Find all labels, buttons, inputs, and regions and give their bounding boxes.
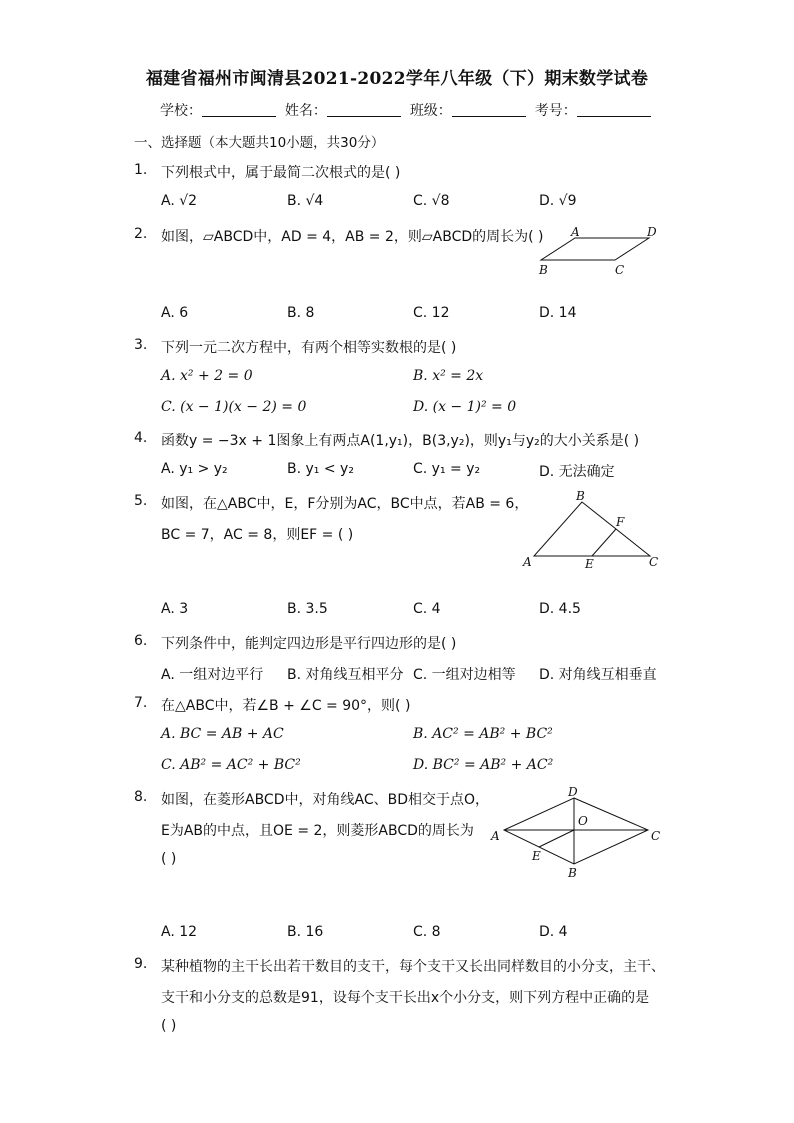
- option-d: D. (x − 1)² = 0: [413, 399, 517, 415]
- question-number: 5.: [134, 493, 148, 509]
- option-c: C. √8: [413, 193, 450, 209]
- student-info-line: [160, 100, 651, 120]
- option-d: D. BC² = AB² + AC²: [413, 757, 554, 773]
- label-a: A: [491, 829, 500, 843]
- question-number: 8.: [134, 789, 148, 805]
- triangle-figure: [520, 488, 665, 572]
- option-a: A. BC = AB + AC: [161, 726, 284, 742]
- option-b: B. 8: [287, 305, 315, 321]
- label-b: B: [576, 489, 585, 503]
- label-d: D: [568, 785, 578, 799]
- question-number: 3.: [134, 337, 148, 353]
- school-label: 学校：: [160, 103, 202, 119]
- question-number: 1.: [134, 162, 148, 178]
- question-text-continued: E为AB的中点，且OE = 2，则菱形ABCD的周长为: [161, 823, 474, 839]
- question-text: 在△ABC中，若∠B + ∠C = 90°，则( ): [161, 698, 411, 714]
- question-text: 下列一元二次方程中，有两个相等实数根的是( ): [161, 340, 457, 356]
- option-a: A. x² + 2 = 0: [161, 368, 253, 384]
- option-b: B. 3.5: [287, 601, 328, 617]
- question-number: 7.: [134, 695, 148, 711]
- exam-number-blank[interactable]: [577, 102, 651, 117]
- option-b: B. AC² = AB² + BC²: [413, 726, 553, 742]
- option-a: A. y₁ > y₂: [161, 461, 228, 477]
- option-b: B. x² = 2x: [413, 368, 484, 384]
- question-text: 下列根式中，属于最简二次根式的是( ): [161, 165, 401, 181]
- section-heading: 一、选择题（本大题共10小题，共30分）: [134, 135, 385, 151]
- option-d: D. 4.5: [539, 601, 581, 617]
- answer-bracket: ( ): [161, 1018, 177, 1034]
- answer-bracket: ( ): [161, 851, 177, 867]
- option-d: D. 14: [539, 305, 577, 321]
- label-c: C: [649, 555, 659, 569]
- question-text: 下列条件中，能判定四边形是平行四边形的是( ): [161, 636, 457, 652]
- option-c: C. AB² = AC² + BC²: [161, 757, 301, 773]
- option-a: A. √2: [161, 193, 198, 209]
- option-d: D. √9: [539, 193, 577, 209]
- label-a: A: [571, 225, 580, 239]
- question-text-continued: BC = 7，AC = 8，则EF = ( ): [161, 527, 354, 543]
- label-c: C: [651, 829, 661, 843]
- school-blank[interactable]: [202, 102, 276, 117]
- label-e: E: [585, 557, 594, 571]
- question-number: 2.: [134, 226, 148, 242]
- option-a: A. 12: [161, 924, 198, 940]
- name-label: 姓名：: [284, 103, 327, 119]
- label-a: A: [523, 555, 532, 569]
- option-b: B. y₁ < y₂: [287, 461, 354, 477]
- question-number: 9.: [134, 956, 148, 972]
- label-b: B: [539, 263, 548, 277]
- class-label: 班级：: [409, 103, 452, 119]
- option-c: C. (x − 1)(x − 2) = 0: [161, 399, 307, 415]
- option-c: C. 一组对边相等: [413, 667, 516, 683]
- label-f: F: [616, 515, 625, 529]
- parallelogram-figure: [535, 224, 665, 278]
- label-c: C: [615, 263, 625, 277]
- option-d: D. 无法确定: [539, 464, 615, 480]
- question-text: 如图，在菱形ABCD中，对角线AC、BD相交于点O，: [161, 792, 490, 808]
- label-o: O: [578, 814, 588, 828]
- option-c: C. y₁ = y₂: [413, 461, 481, 477]
- option-d: D. 对角线互相垂直: [539, 667, 657, 683]
- option-a: A. 一组对边平行: [161, 667, 264, 683]
- question-number: 4.: [134, 430, 148, 446]
- option-b: B. 16: [287, 924, 324, 940]
- question-text-continued: 支干和小分支的总数是91，设每个支干长出x个小分支，则下列方程中正确的是: [161, 990, 650, 1006]
- exam-title: 福建省福州市闽清县2021-2022学年八年级（下）期末数学试卷: [145, 69, 649, 89]
- option-a: A. 3: [161, 601, 189, 617]
- label-d: D: [647, 225, 657, 239]
- question-text: 函数y = −3x + 1图象上有两点A(1,y₁)，B(3,y₂)，则y₁与y₂的大小关系是( ): [161, 433, 640, 449]
- question-number: 6.: [134, 633, 148, 649]
- option-c: C. 12: [413, 305, 450, 321]
- option-c: C. 4: [413, 601, 441, 617]
- question-text: 如图，▱ABCD中，AD = 4，AB = 2，则▱ABCD的周长为( ): [161, 229, 544, 245]
- label-e: E: [532, 849, 541, 863]
- class-blank[interactable]: [452, 102, 526, 117]
- option-b: B. 对角线互相平分: [287, 667, 404, 683]
- question-text: 某种植物的主干长出若干数目的支干，每个支干又长出同样数目的小分支，主干、: [161, 959, 665, 975]
- option-d: D. 4: [539, 924, 568, 940]
- question-text: 如图，在△ABC中，E，F分别为AC，BC中点，若AB = 6，: [161, 496, 529, 512]
- name-blank[interactable]: [327, 102, 401, 117]
- label-b: B: [568, 866, 577, 880]
- option-a: A. 6: [161, 305, 189, 321]
- option-c: C. 8: [413, 924, 441, 940]
- exam-number-label: 考号：: [534, 103, 577, 119]
- rhombus-figure: [488, 784, 668, 884]
- option-b: B. √4: [287, 193, 324, 209]
